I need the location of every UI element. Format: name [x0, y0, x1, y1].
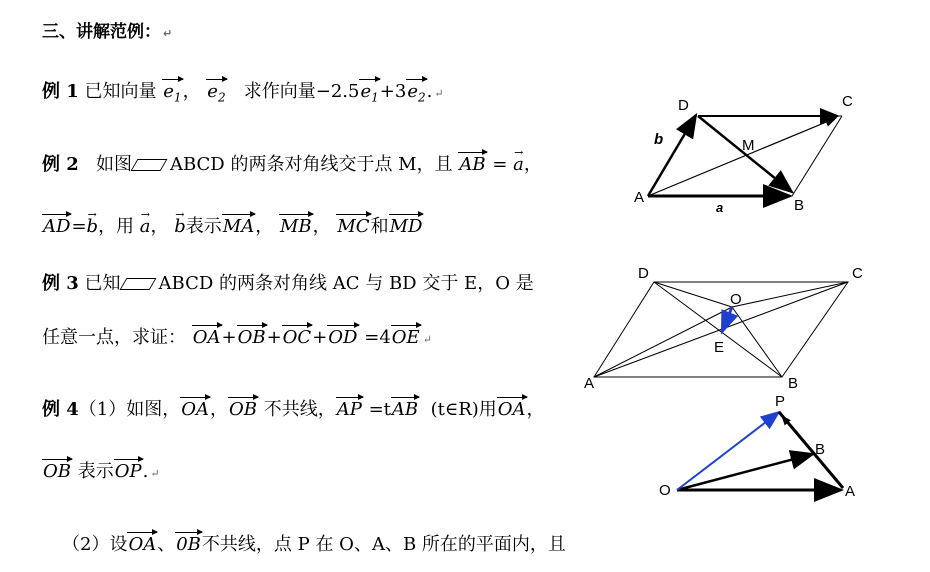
ex2-text-2: ABCD 的两条对角线交于点 M，且	[169, 154, 453, 175]
vector-e2: $e_2$	[206, 80, 226, 110]
ex2-and: 和	[370, 216, 389, 237]
vector-e1: $e_1$	[162, 80, 182, 110]
eq-4: =4	[364, 327, 391, 348]
fig3-label: B	[815, 441, 826, 458]
ex1-text-2: 求作向量−2.5	[243, 81, 360, 102]
fig1-label: C	[842, 93, 853, 110]
ex2-text-4: ，用	[98, 216, 135, 237]
figure-3-svg	[655, 392, 870, 507]
ex2-text-6: 表示	[185, 216, 222, 237]
vector-MA: MA	[222, 216, 255, 237]
ex4-end: .	[142, 461, 149, 482]
vector-OA-2: OA	[181, 399, 210, 420]
vector-OC: OC	[282, 327, 312, 348]
ex4-sep: ，	[210, 399, 229, 420]
vector-OP: OP	[114, 461, 142, 482]
ex1-plus3: +3	[379, 81, 407, 102]
ex2-eq-a: =	[492, 154, 508, 175]
figure-1-svg	[630, 88, 870, 216]
ex4-sep-2: 、	[157, 534, 176, 555]
ex2-eq-b: =	[71, 216, 87, 237]
vector-0B: 0B	[176, 534, 201, 555]
example-1-label: 例 1	[42, 81, 79, 102]
vector-OD: OD	[328, 327, 358, 348]
vector-MC: MC	[337, 216, 370, 237]
vector-a-2: a →	[140, 215, 151, 239]
ex1-comma: ，	[182, 81, 201, 102]
fig2-label: A	[584, 375, 595, 392]
fig2-label: D	[638, 265, 649, 282]
example-2-line-1	[42, 153, 542, 177]
fig1-label: B	[794, 197, 805, 214]
example-4-line-1	[42, 398, 545, 422]
ex2-text-5: ，	[150, 216, 169, 237]
ex4-text-3: =t	[368, 399, 391, 420]
ex1-end: .	[426, 81, 433, 102]
fig3-label: P	[775, 393, 786, 410]
fig1-label: b	[654, 131, 664, 148]
vector-AP: AP	[336, 399, 362, 420]
ex4-text: （1）如图，	[78, 399, 181, 420]
vector-a: a →	[513, 153, 524, 177]
vector-AD: AD	[43, 216, 71, 237]
fig1-label: M	[742, 137, 755, 154]
ex3-text-2: ABCD 的两条对角线 AC 与 BD 交于 E，O 是	[158, 273, 534, 294]
fig3-label: A	[845, 483, 856, 500]
figure-3	[655, 392, 870, 507]
vector-MB: MB	[279, 216, 312, 237]
ex2-sep1: ，	[255, 216, 274, 237]
vector-e2-b: $e_2$	[406, 80, 426, 110]
ex1-text: 已知向量	[84, 81, 157, 102]
vector-OB: OB	[237, 327, 266, 348]
fig2-label: B	[788, 375, 799, 392]
vector-AB-2: AB	[391, 399, 419, 420]
parallelogram-symbol	[131, 159, 168, 171]
figure-1	[630, 88, 870, 216]
example-3-line-2: 任意一点，求证： OA+OB+OC+OD =4OE ↵	[42, 327, 432, 348]
ex4-text-4: (t∈R)用	[430, 399, 497, 420]
plus-3: +	[312, 327, 328, 348]
figure-2	[582, 262, 872, 392]
section-title: 三、讲解范例： ↵	[42, 22, 173, 42]
ex4-text-7: （2）设	[62, 534, 128, 555]
figure-2-svg	[582, 262, 872, 392]
ex2-comma: ，	[523, 154, 542, 175]
example-3-label: 例 3	[42, 273, 79, 294]
ex4-text-2: 不共线，	[263, 399, 336, 420]
vector-e1-b: $e_1$	[359, 80, 379, 110]
vector-OA: OA	[192, 327, 221, 348]
vector-OB-3: OB	[43, 461, 71, 482]
example-4-label: 例 4	[42, 399, 79, 420]
example-2-label: 例 2	[42, 154, 79, 175]
vector-b-2: b →	[174, 215, 186, 239]
fig1-label: D	[678, 97, 689, 114]
example-3-line-1	[42, 272, 534, 296]
example-4-line-3	[62, 533, 566, 557]
example-4-line-2: OB 表示OP. ↵	[43, 461, 160, 482]
vector-OB-2: OB	[229, 399, 257, 420]
ex3-text-3: 任意一点，求证：	[42, 327, 186, 348]
plus-2: +	[266, 327, 282, 348]
vector-OA-3: OA	[497, 399, 526, 420]
example-2-line-2	[42, 215, 423, 239]
example-1: 例 1 已知向量 $e_1$， $e_2$ 求作向量$-2.5e_1+3e_2$. ↵	[42, 80, 444, 110]
ex4-text-6: 表示	[77, 461, 114, 482]
plus-1: +	[221, 327, 237, 348]
vector-MD: MD	[389, 216, 423, 237]
vector-AB: AB	[459, 154, 486, 175]
fig2-label: C	[852, 265, 863, 282]
fig1-label: a	[716, 200, 724, 215]
ex4-text-5: ，	[526, 399, 545, 420]
vector-OE: OE	[391, 327, 420, 348]
ex4-text-8: 不共线，点 P 在 O、A、B 所在的平面内，且	[201, 534, 566, 555]
parallelogram-symbol-2	[119, 278, 156, 290]
fig1-label: A	[634, 189, 645, 206]
fig3-label: O	[659, 482, 671, 499]
vector-OA-4: OA	[128, 534, 157, 555]
ex2-text: 如图	[95, 154, 132, 175]
ex2-sep2: ，	[312, 216, 331, 237]
fig2-label: O	[730, 291, 742, 308]
ex3-text: 已知	[84, 273, 121, 294]
fig2-label: E	[714, 339, 725, 356]
vector-b: b →	[87, 215, 99, 239]
